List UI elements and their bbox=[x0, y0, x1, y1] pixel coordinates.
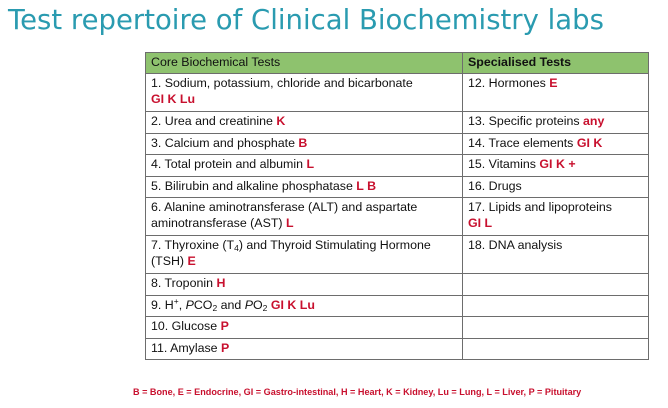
specialised-tests-header: Specialised Tests bbox=[463, 53, 649, 74]
specialised-test-cell bbox=[463, 338, 649, 360]
specialised-test-cell: 18. DNA analysis bbox=[463, 236, 649, 274]
specialised-test-cell: 16. Drugs bbox=[463, 176, 649, 198]
table-row bbox=[146, 198, 649, 236]
organ-legend: B = Bone, E = Endocrine, GI = Gastro-intestinal, H = Heart, K = Kidney, Lu = Lung, L = Liver, P = Pituitary bbox=[133, 387, 582, 397]
specialised-test-cell bbox=[463, 295, 649, 317]
table-row bbox=[146, 112, 649, 134]
core-test-cell: 6. Alanine aminotransferase (ALT) and aspartate aminotransferase (AST) L bbox=[146, 198, 463, 236]
page-title: Test repertoire of Clinical Biochemistry labs bbox=[8, 4, 604, 36]
specialised-test-cell: 15. Vitamins GI K + bbox=[463, 155, 649, 177]
table-row bbox=[146, 74, 649, 112]
core-test-cell: 2. Urea and creatinine K bbox=[146, 112, 463, 134]
table-row bbox=[146, 274, 649, 296]
specialised-test-cell: 17. Lipids and lipoproteins GI L bbox=[463, 198, 649, 236]
core-test-cell: 3. Calcium and phosphate B bbox=[146, 133, 463, 155]
specialised-test-cell bbox=[463, 274, 649, 296]
core-test-cell: 7. Thyroxine $(T_4)$ and Thyroid Stimulating Hormone (TSH) E bbox=[146, 236, 463, 274]
table-row bbox=[146, 236, 649, 274]
specialised-test-cell: 14. Trace elements GI K bbox=[463, 133, 649, 155]
core-test-cell: 8. Troponin H bbox=[146, 274, 463, 296]
table-row bbox=[146, 155, 649, 177]
core-tests-header: Core Biochemical Tests bbox=[146, 53, 463, 74]
test-repertoire-table bbox=[145, 52, 649, 360]
table-row bbox=[146, 295, 649, 317]
core-test-cell: 11. Amylase P bbox=[146, 338, 463, 360]
table-row bbox=[146, 176, 649, 198]
core-test-cell: 5. Bilirubin and alkaline phosphatase L B bbox=[146, 176, 463, 198]
specialised-test-cell bbox=[463, 317, 649, 339]
specialised-test-cell: 12. Hormones E bbox=[463, 74, 649, 112]
core-test-cell: 10. Glucose P bbox=[146, 317, 463, 339]
table-row bbox=[146, 338, 649, 360]
specialised-test-cell: 13. Specific proteins any bbox=[463, 112, 649, 134]
table-row bbox=[146, 133, 649, 155]
table-row bbox=[146, 317, 649, 339]
core-test-cell: 9. H+, $PCO_2$ and $PO_2$ GI K Lu bbox=[146, 295, 463, 317]
table-header-row bbox=[146, 53, 649, 74]
core-test-cell: 1. Sodium, potassium, chloride and bicarbonate GI K Lu bbox=[146, 74, 463, 112]
core-test-cell: 4. Total protein and albumin L bbox=[146, 155, 463, 177]
